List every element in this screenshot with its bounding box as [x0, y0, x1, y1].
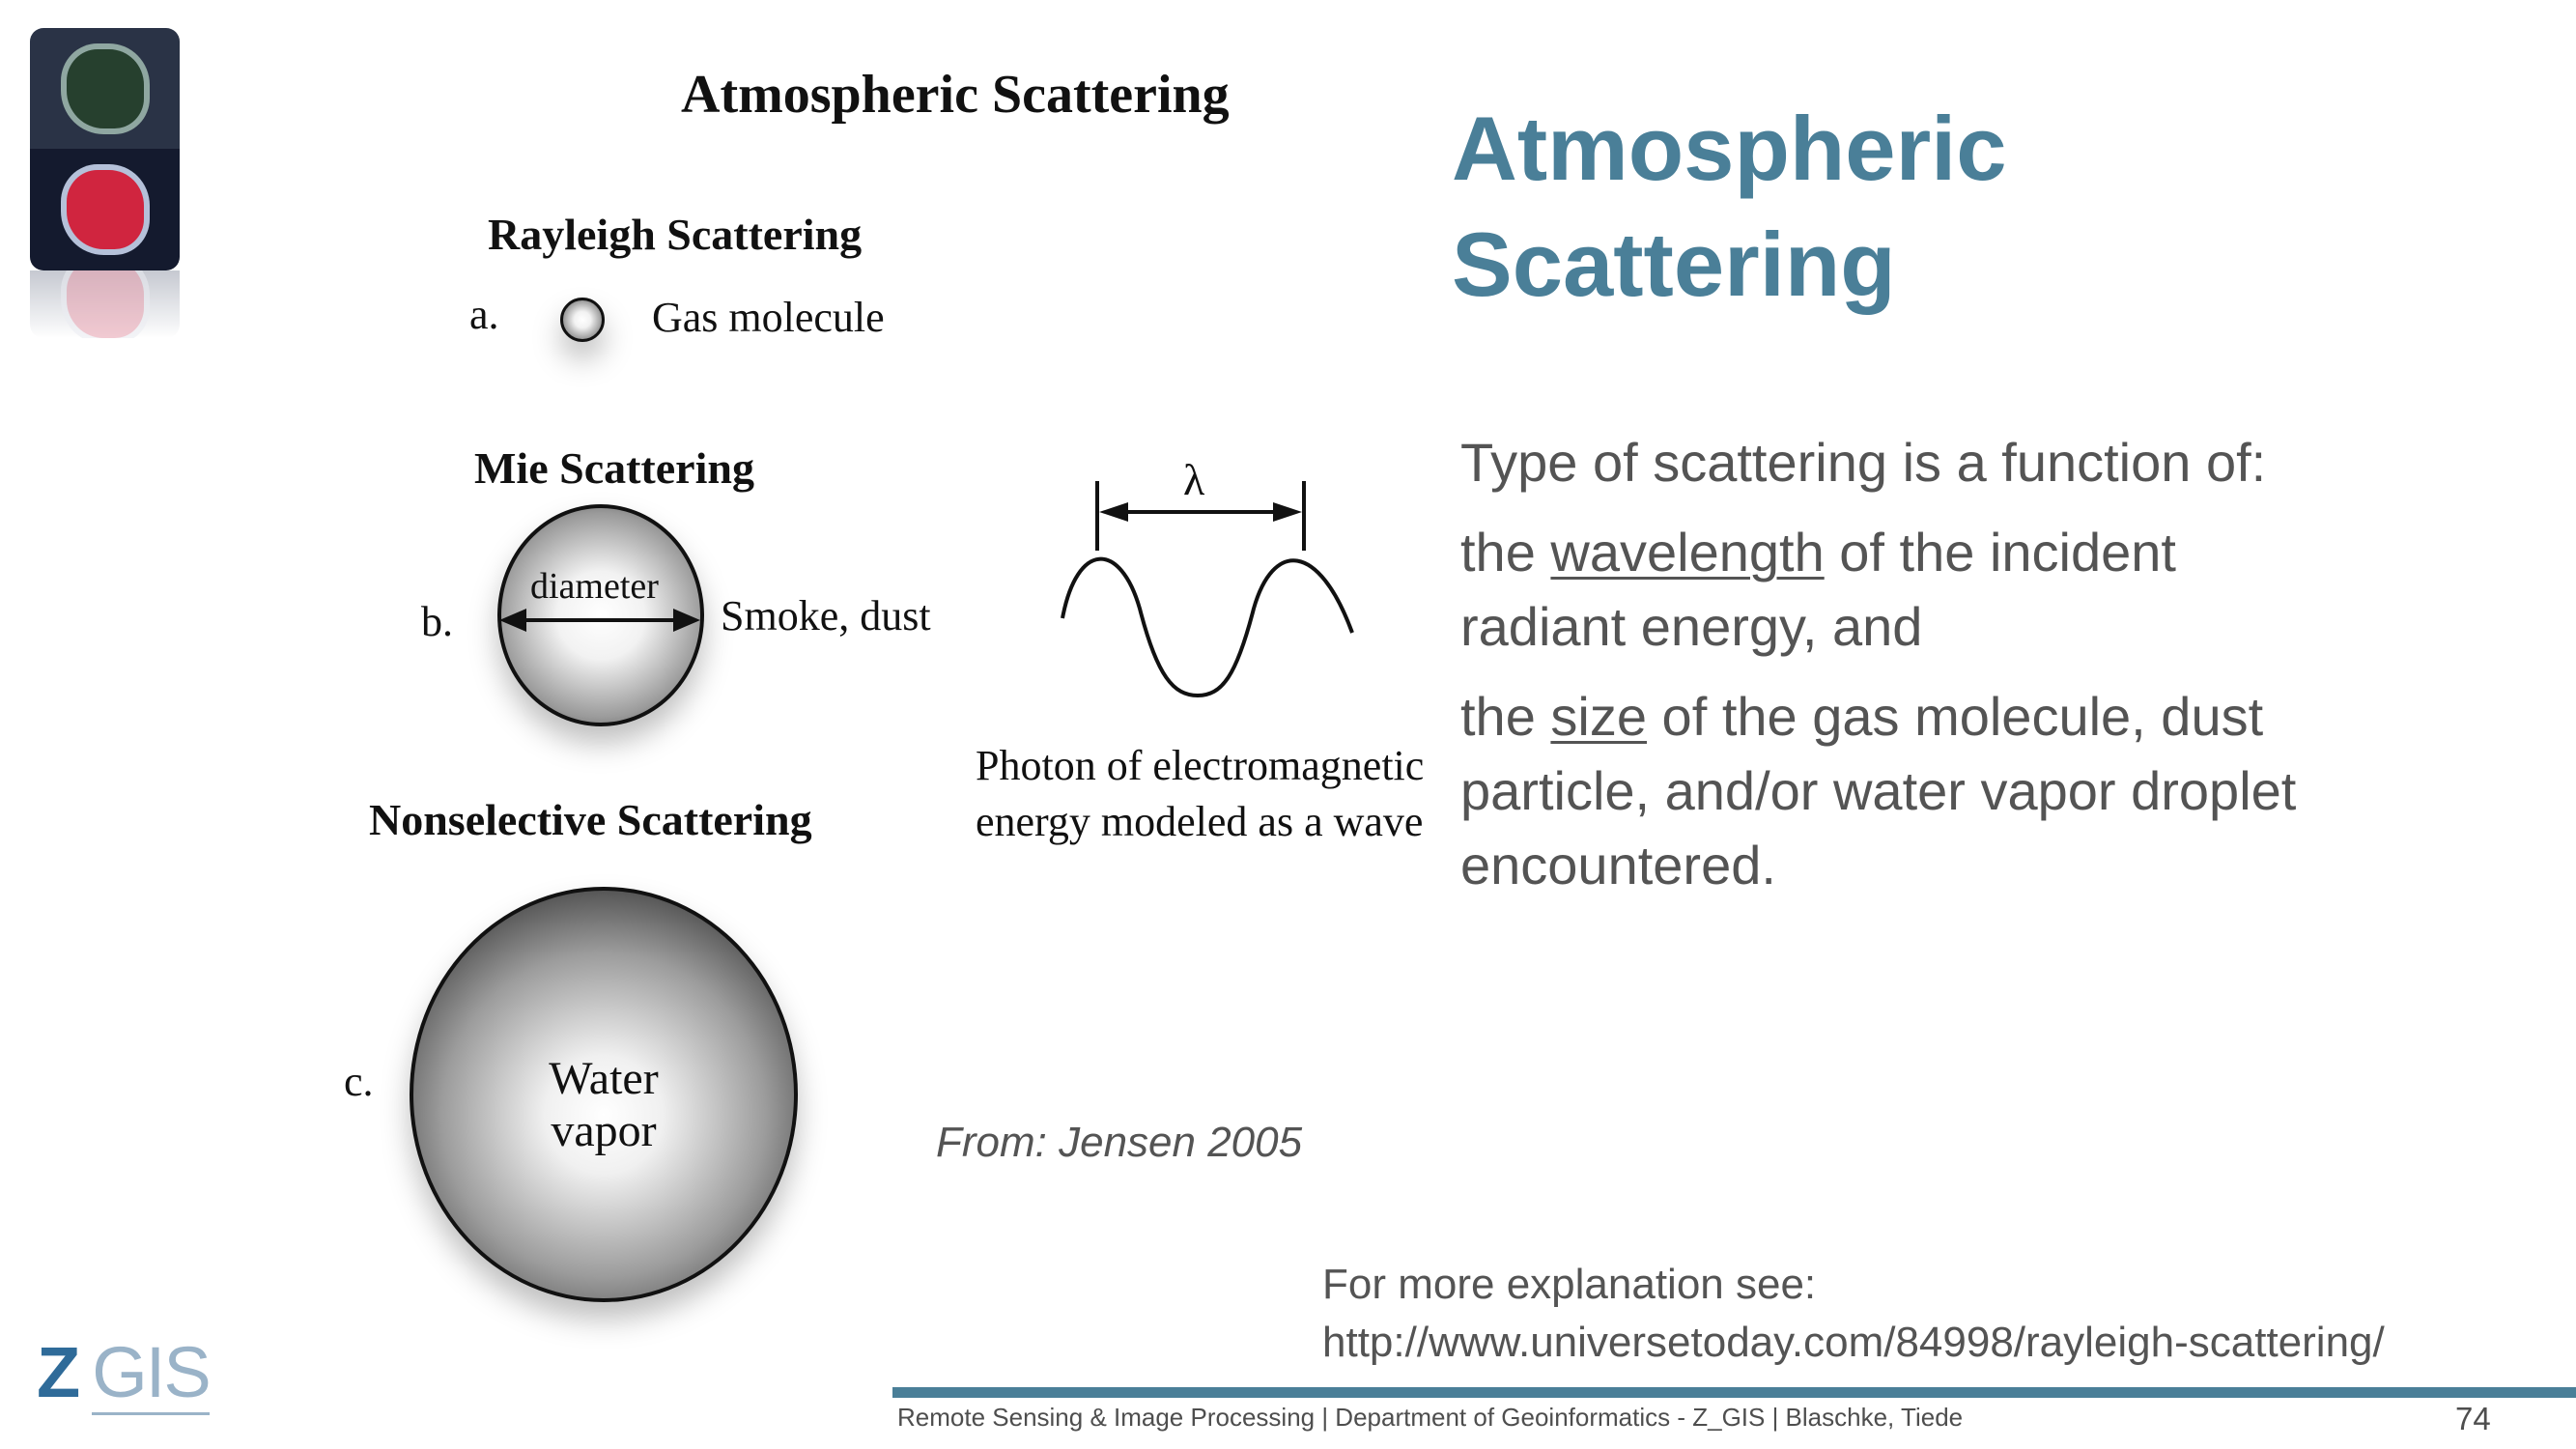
p3-prefix: the: [1460, 686, 1551, 747]
satellite-thumbnails: [30, 28, 180, 338]
water-vapor-label-line2: vapor: [551, 1105, 657, 1156]
nonselective-heading: Nonselective Scattering: [369, 795, 812, 844]
gas-molecule-circle: [560, 298, 605, 342]
body-paragraph-3: [1460, 679, 2310, 902]
mie-letter: b.: [421, 598, 453, 645]
logo-z: Z: [37, 1332, 79, 1412]
body-paragraph-1: Type of scattering is a function of:: [1460, 432, 2267, 493]
more-info: [1322, 1256, 2385, 1372]
rayleigh-letter: a.: [469, 291, 499, 338]
wave-caption-line2: energy modeled as a wave: [976, 798, 1424, 845]
slide-title: [1452, 91, 2007, 323]
mie-heading: Mie Scattering: [474, 443, 754, 493]
slide-title-line2: Scattering: [1452, 213, 1896, 315]
zgis-logo: [37, 1331, 210, 1413]
slide-title-line1: Atmospheric: [1452, 98, 2007, 199]
more-info-label: For more explanation see:: [1322, 1261, 1817, 1308]
diameter-label: diameter: [530, 566, 659, 607]
wave-caption-line1: Photon of electromagnetic: [976, 742, 1425, 789]
nonselective-letter: c.: [344, 1058, 374, 1105]
water-vapor-label-line1: Water: [549, 1053, 659, 1104]
p2-prefix: the: [1460, 522, 1551, 582]
slide-body: [1460, 425, 2310, 918]
body-paragraph-2: [1460, 515, 2310, 664]
mie-label: Smoke, dust: [721, 592, 931, 639]
figure-title: Atmospheric Scattering: [681, 65, 1230, 125]
wave-caption: [976, 738, 1424, 850]
rayleigh-heading: Rayleigh Scattering: [488, 210, 863, 259]
diameter-arrow: [497, 599, 704, 647]
p3-suffix: of the gas molecule, dust particle, and/or water vapor droplet encountered.: [1460, 686, 2297, 895]
footer-rule: [892, 1387, 2576, 1398]
p2-suffix: of the incident radiant energy, and: [1460, 522, 2176, 657]
island-natural-color-image: [30, 28, 180, 149]
wavelength-term: wavelength: [1550, 522, 1825, 582]
figure-citation: From: Jensen 2005: [936, 1119, 1303, 1166]
photon-wave-diagram: [1053, 473, 1362, 705]
lambda-symbol: λ: [1183, 455, 1205, 504]
island-false-color-image: [30, 149, 180, 270]
page-number: 74: [2455, 1401, 2491, 1436]
thumbnail-reflection: [30, 270, 180, 338]
more-info-link[interactable]: http://www.universetoday.com/84998/rayleigh-scattering/: [1322, 1319, 2385, 1366]
size-term: size: [1550, 686, 1647, 747]
water-vapor-label: [546, 1053, 662, 1157]
rayleigh-label: Gas molecule: [652, 294, 885, 341]
footer-text: Remote Sensing & Image Processing | Department of Geoinformatics - Z_GIS | Blaschke, Tiede: [897, 1403, 1964, 1432]
logo-gis: GIS: [92, 1332, 209, 1415]
